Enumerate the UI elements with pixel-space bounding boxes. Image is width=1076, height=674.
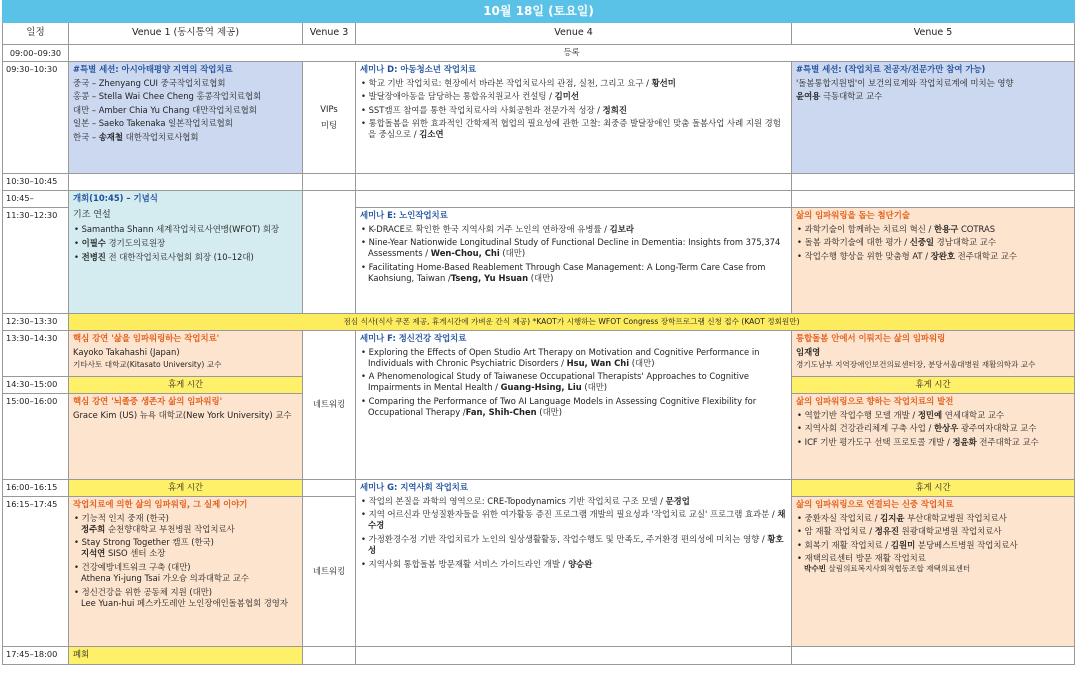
v5-empty-1045 [792, 191, 1075, 208]
v5-empty-1030 [792, 174, 1075, 191]
v4-g-item-2-speaker: 채수경 [368, 509, 786, 531]
v1-closing: 폐회 [69, 647, 303, 665]
v1-real-item-1-text: 기능적 인지 중재 (한국) [81, 512, 169, 523]
v5-dev-item-3: • ICF 기반 평가도구 선택 프로토콜 개발 / 정윤화 전주대학교 교수 [797, 436, 1039, 447]
v4-seminar-f [356, 331, 792, 480]
v5-dev-item-1-speaker: 정민예 [917, 409, 943, 420]
v5-tech-item-3-speaker: 장완호 [930, 250, 955, 261]
v1-special-korea-name: 송재철 [98, 131, 123, 142]
v5-integrated-care [792, 331, 1075, 377]
v1-break-1600: 휴게 시간 [69, 480, 303, 497]
v5-connect-item-4-sub [796, 564, 1070, 574]
v4-d-title: 세미나 D: 아동청소년 작업치료 [360, 64, 477, 74]
v5-tech-title: 삶의 임파워링을 돕는 첨단기술 [796, 210, 910, 220]
v1-real-item-2-sub [73, 548, 298, 559]
v4-f-item-3-text: Comparing the Performance of Two AI Language Models in Assessing Cognitive Flexibility for Occupational Therapy / [368, 395, 757, 418]
v1-real-item-1: • 기능적 인지 중재 (한국) [74, 512, 169, 523]
v5-integrated-org: 경기도남부 지역장애인보건의료센터장, 분당서울대병원 재활의학과 교수 [796, 360, 1036, 370]
v5-dev-item-3-text: ICF 기반 평가도구 선택 프로토콜 개발 / [804, 436, 953, 447]
v1-special-china: 중국 – Zhenyang CUI 중국작업치료협회 [73, 77, 226, 88]
v1-real-item-3: • 건강예방네트워크 구축 (대만) [74, 561, 191, 572]
v4-f-item-2-speaker: Guang-Hsing, Liu [500, 382, 582, 393]
v1-opening-item-3: • 전병진 전 대한작업치료사협회 회장 (10–12대) [74, 251, 254, 262]
v1-real-item-3-text: 건강예방네트워크 구축 (대만) [81, 561, 191, 572]
v4-d-item-3-text: SST캠프 참여를 통한 작업치료사의 사회공헌과 전문가적 성장 / [368, 104, 603, 115]
v5-dev-item-2: • 지역사회 건강관리체계 구축 사업 / 한상우 광주여자대학교 교수 [797, 423, 1037, 434]
v5-connect-item-3: • 회복기 재활 작업치료 / 김원미 분당베스트병원 작업치료사 [797, 539, 1018, 550]
v1-special-japan: 일본 – Saeko Takenaka 일본작업치료협회 [73, 118, 233, 129]
v4-g-item-4: • 지역사회 통합돌봄 방문재활 서비스 가이드라인 개발 / 양승완 [361, 558, 593, 569]
v5-dev-item-3-org: 전주대학교 교수 [976, 436, 1039, 447]
v1-real-item-1-sub [73, 524, 298, 535]
v5-special-session [792, 62, 1075, 174]
time-1600: 16:00–16:15 [3, 480, 69, 497]
v1-keynote-2-title: 핵심 강연 '뇌졸중 생존자 삶의 임파워링' [73, 396, 223, 406]
v1-real-item-2-org: SISO 센터 소장 [105, 548, 166, 559]
v5-connect-item-2-text: 암 재활 작업치료 / [804, 526, 875, 537]
time-1130: 11:30–12:30 [3, 208, 69, 314]
v1-opening-item-1-text: Samantha Shann 세계작업치료사연맹(WFOT) 회장 [81, 224, 280, 235]
v4-e-item-2-text: Nine-Year Nationwide Longitudinal Study of Functional Decline in Dementia: Insights from 375,374 Assessments / [368, 237, 781, 259]
v4-d-item-4-text: 통합돌봄을 위한 효과적인 간학제적 협업의 필요성에 관한 고찰: 최중증 발달장애인 맞춤 돌봄사업 사례 지원 경험을 중심으로 / [368, 118, 781, 140]
v5-empty-1745 [792, 647, 1075, 665]
v1-real-item-2-text: Stay Strong Together 캠프 (한국) [81, 537, 214, 548]
v4-e-item-2-speaker: Wen-Chou, Chi [430, 248, 500, 259]
v5-development-session [792, 394, 1075, 480]
v1-opening-item-3-name: 전병진 [81, 251, 106, 262]
v4-g-item-2-text: 지역 어르신과 만성질환자들을 위한 여가활동 증진 프로그램 개발의 필요성과 '작업치료 교실' 프로그램 효과분 / [368, 509, 778, 520]
v4-f-item-1-speaker: Hsu, Wan Chi [566, 357, 630, 368]
v4-f-item-3-country: (대만) [536, 407, 563, 418]
header-schedule: 일정 [3, 23, 69, 45]
time-1045: 10:45– [3, 191, 69, 208]
v5-tech-item-2-speaker: 신중일 [909, 237, 935, 248]
v1-real-title: 작업치료에 의한 삶의 임파워링, 그 실제 이야기 [73, 499, 248, 509]
v4-f-item-3: • Comparing the Performance of Two AI Language Models in Assessing Cognitive Flexibility for Occupational Therapy /Fan, Shih-Chen (대만) [361, 395, 757, 418]
v1-opening-ceremony [69, 191, 303, 314]
v1-real-item-4-sub: Lee Yuan-hui 페스카도레안 노인장애인돌봄협회 경영자 [81, 597, 288, 608]
v5-connect-item-3-speaker: 김원미 [890, 539, 916, 550]
v4-empty-1745 [356, 647, 792, 665]
v5-connect-item-4-text: 재택의료센터 방문 재활 작업치료 [804, 553, 926, 564]
v1-keynote-1-org: 기타사토 대학교(Kitasato University) 교수 [73, 360, 222, 370]
v5-dev-item-2-text: 지역사회 건강관리체계 구축 사업 / [804, 423, 935, 434]
v4-g-title: 세미나 G: 지역사회 작업치료 [360, 482, 468, 492]
v4-d-item-4: • 통합돌봄을 위한 효과적인 간학제적 협업의 필요성에 관한 고찰: 최중증 발달장애인 맞춤 돌봄사업 사례 지원 경험을 중심으로 / 김소연 [361, 118, 781, 140]
v4-f-item-2-text: A Phenomenological Study of Taiwanese Occupational Therapists' Approaches to Cognitive Impairments in Mental Health / [368, 371, 750, 393]
v4-d-item-2-speaker: 김미선 [554, 91, 579, 102]
v1-opening-item-2-name: 이필수 [81, 238, 106, 249]
v1-opening-item-1: • Samantha Shann 세계작업치료사연맹(WFOT) 회장 [74, 224, 280, 235]
v4-seminar-g [356, 480, 792, 647]
v5-special-speaker-org: 극동대학교 교수 [820, 91, 883, 102]
v4-g-item-4-speaker: 양승완 [568, 558, 593, 569]
v5-special-topic: '돌봄통합지원법'이 보건의료계와 작업치료계에 미치는 영향 [796, 77, 1014, 88]
time-1500: 15:00–16:00 [3, 394, 69, 480]
v5-dev-item-2-speaker: 한상우 [934, 423, 959, 434]
v1-opening-item-2: • 이필수 경기도의료원장 [74, 238, 166, 249]
schedule-table [2, 0, 1075, 665]
v5-break-1430: 휴게 시간 [792, 377, 1075, 394]
v1-real-item-2: • Stay Strong Together 캠프 (한국) [74, 537, 214, 548]
lunch-cell: 점심 식사(식사 쿠폰 제공, 휴게시간에 가벼운 간식 제공) *KAOT가 시행하는 WFOT Congress 장학프로그램 신청 접수 (KAOT 정회원만) [69, 314, 1075, 331]
v4-f-item-1-country: (대만) [629, 357, 655, 368]
v4-g-item-3-text: 가정환경수정 기반 작업치료가 노인의 일상생활활동, 작업수행도 및 만족도, 주거환경 편의성에 미치는 영향 / [368, 533, 768, 544]
v1-opening-item-2-org: 경기도의료원장 [105, 238, 166, 249]
v4-d-item-3-speaker: 정희진 [602, 104, 627, 115]
v3-empty-1045 [303, 191, 356, 314]
v4-f-item-2-country: (대만) [581, 382, 608, 393]
time-0900: 09:00–09:30 [3, 45, 69, 62]
time-1745: 17:45–18:00 [3, 647, 69, 665]
v1-break-1430: 휴게 시간 [69, 377, 303, 394]
v5-tech-item-2-org: 경남대학교 교수 [934, 237, 996, 248]
v1-special-title: #특별 세션: 아시아태평양 지역의 작업치료 [73, 64, 233, 74]
v5-connect-item-2-org: 원광대학교병원 작업치료사 [899, 526, 1002, 537]
time-0930: 09:30–10:30 [3, 62, 69, 174]
v1-empty-1030 [69, 174, 303, 191]
time-1615: 16:15–17:45 [3, 497, 69, 647]
v3-empty-1745 [303, 647, 356, 665]
v5-dev-title: 삶의 임파워링으로 향하는 작업치료의 발전 [796, 396, 954, 406]
header-venue4: Venue 4 [356, 23, 792, 45]
v4-d-item-2: • 발달장애아동을 담당하는 통합유치원교사 컨설팅 / 김미선 [361, 91, 579, 102]
v4-g-item-2: • 지역 어르신과 만성질환자들을 위한 여가활동 증진 프로그램 개발의 필요성과 '작업치료 교실' 프로그램 효과분 / 채수경 [361, 509, 786, 531]
v1-keynote-1 [69, 331, 303, 377]
v5-tech-item-2: • 돌봄 과학기술에 대한 평가 / 신중일 경남대학교 교수 [797, 237, 996, 248]
v5-dev-item-1-org: 연세대학교 교수 [942, 409, 1005, 420]
v5-connect-item-3-org: 분당베스트병원 작업치료사 [915, 539, 1018, 550]
v4-f-title: 세미나 F: 정신건강 작업치료 [360, 333, 467, 343]
v1-keynote-sub: 기조 연설 [73, 210, 111, 221]
v5-dev-item-3-speaker: 정윤화 [952, 436, 977, 447]
v4-e-item-2-country: (대만) [499, 248, 526, 259]
v1-opening-item-3-org: 전 대한작업치료사협회 회장 (10–12대) [105, 251, 254, 262]
v1-special-session [69, 62, 303, 174]
v5-tech-item-2-text: 돌봄 과학기술에 대한 평가 / [804, 237, 910, 248]
v5-special-speaker-line [796, 91, 1070, 102]
v4-g-item-1-speaker: 문경업 [665, 495, 690, 506]
v4-d-item-4-speaker: 김소연 [419, 129, 444, 140]
v1-real-item-1-org: 순천향대학교 부천병원 작업치료사 [105, 523, 235, 534]
v5-tech-session [792, 208, 1075, 314]
header-venue5: Venue 5 [792, 23, 1075, 45]
v5-tech-item-3-org: 전주대학교 교수 [954, 250, 1017, 261]
v5-tech-item-3-text: 작업수행 향상을 위한 맞춤형 AT / [804, 250, 931, 261]
v5-dev-item-1-text: 역할기반 작업수행 모델 개발 / [804, 409, 918, 420]
v5-connect-title: 삶의 임파워링으로 연결되는 신중 작업치료 [796, 499, 954, 509]
header-venue3: Venue 3 [303, 23, 356, 45]
v4-f-item-2: • A Phenomenological Study of Taiwanese Occupational Therapists' Approaches to Cognitive Impairments in Mental Health / Guang-Hsing, Liu (대만) [361, 371, 750, 393]
v5-connect-item-1-speaker: 김지윤 [880, 512, 905, 523]
v5-tech-item-1-text: 과학기술이 함께하는 치료의 혁신 / [804, 223, 935, 234]
v5-dev-item-2-org: 광주여자대학교 교수 [958, 423, 1037, 434]
v5-tech-item-1: • 과학기술이 함께하는 치료의 혁신 / 한용구 COTRAS [797, 223, 996, 234]
v4-e-item-1-speaker: 김보라 [609, 223, 634, 234]
v4-e-item-3-text: Facilitating Home-Based Reablement Through Case Management: A Long-Term Care Case from Kaohsiung, Taiwan / [368, 261, 766, 283]
v5-connect-item-4-speaker: 박수빈 [804, 564, 827, 574]
v3-networking-1: 네트워킹 [303, 331, 356, 480]
v4-g-item-1: • 작업의 본질을 과학의 영역으로: CRE-Topodynamics 기반 작업치료 구조 모델 / 문경업 [361, 495, 690, 506]
v5-tech-item-1-org: COTRAS [958, 223, 996, 234]
time-1430: 14:30–15:00 [3, 377, 69, 394]
v4-e-item-1-text: K-DRACE로 확인한 한국 지역사회 거주 노인의 연하장애 유병률 / [368, 223, 610, 234]
v5-connect-item-1-text: 중환자실 작업치료 / [804, 512, 881, 523]
v4-g-item-1-text: 작업의 본질을 과학의 영역으로: CRE-Topodynamics 기반 작업치료 구조 모델 / [368, 495, 666, 506]
v4-d-item-1-text: 학교 기반 작업치료: 현장에서 바라본 작업치료사의 관점, 실천, 그리고 요구 / [368, 77, 652, 88]
v1-special-hongkong: 홍콩 – Stella Wai Chee Cheng 홍콩작업치료협회 [73, 91, 262, 102]
v5-connect-item-4-org: 살림의료복지사회적협동조합 재택의료센터 [826, 564, 971, 574]
v5-integrated-title: 통합돌봄 안에서 이뤄지는 삶의 임파워링 [796, 333, 946, 343]
v5-connect-item-4: • 재택의료센터 방문 재활 작업치료 [797, 553, 926, 564]
v4-d-item-2-text: 발달장애아동을 담당하는 통합유치원교사 컨설팅 / [368, 91, 555, 102]
v5-tech-item-3: • 작업수행 향상을 위한 맞춤형 AT / 장완호 전주대학교 교수 [797, 250, 1017, 261]
v4-seminar-d [356, 62, 792, 174]
v1-keynote-1-title: 핵심 강연 '삶을 임파워링하는 작업치료' [73, 333, 220, 343]
v1-keynote-1-speaker: Kayoko Takahashi (Japan) [73, 346, 180, 357]
v4-e-title: 세미나 E: 노인작업치료 [360, 210, 448, 220]
v3-vip-meeting [303, 62, 356, 174]
v5-break-1600: 휴게 시간 [792, 480, 1075, 497]
v4-d-item-3: • SST캠프 참여를 통한 작업치료사의 사회공헌과 전문가적 성장 / 정희진 [361, 104, 627, 115]
v4-seminar-e [356, 208, 792, 314]
v5-connect-item-2-speaker: 정유진 [874, 526, 899, 537]
v5-special-title: #특별 세션: (작업치료 전공자/전문가만 참여 가능) [796, 64, 986, 74]
v4-e-item-3: • Facilitating Home-Based Reablement Through Case Management: A Long-Term Care Case from Kaohsiung, Taiwan /Tseng, Yu Hsuan (대만) [361, 261, 766, 283]
v5-integrated-speaker: 임재영 [796, 346, 821, 357]
v5-special-speaker: 윤여용 [796, 91, 821, 102]
v4-e-item-3-country: (대만) [528, 272, 554, 283]
v1-special-korea [73, 132, 298, 143]
v4-g-item-3: • 가정환경수정 기반 작업치료가 노인의 일상생활활동, 작업수행도 및 만족도, 주거환경 편의성에 미치는 영향 / 황호성 [361, 533, 784, 555]
date-title: 10월 18일 (토요일) [3, 1, 1075, 23]
v1-real-item-1-speaker: 정주희 [81, 523, 106, 534]
v3-networking-2: 네트워킹 [303, 497, 356, 647]
v4-d-item-1-speaker: 황선미 [651, 77, 676, 88]
v1-real-stories [69, 497, 303, 647]
v3-meeting-label: 미팅 [320, 119, 338, 130]
v4-empty-1030 [356, 174, 792, 191]
v4-e-item-3-speaker: Tseng, Yu Hsuan [450, 272, 529, 283]
v1-special-taiwan: 대만 – Amber Chia Yu Chang 대만작업치료협회 [73, 104, 257, 115]
header-venue1: Venue 1 (동시통역 제공) [69, 23, 303, 45]
v5-connect-item-1-org: 부산대학교병원 작업치료사 [904, 512, 1007, 523]
v5-connect-session [792, 497, 1075, 647]
v4-g-item-3-speaker: 황호성 [368, 533, 784, 555]
time-1230: 12:30–13:30 [3, 314, 69, 331]
v4-d-item-1: • 학교 기반 작업치료: 현장에서 바라본 작업치료사의 관점, 실천, 그리고 요구 / 황선미 [361, 77, 676, 88]
v5-tech-item-1-speaker: 한용구 [934, 223, 959, 234]
v1-real-item-3-sub: Athena Yi-jung Tsai 가오슝 의과대학교 교수 [81, 573, 249, 584]
v4-f-item-3-speaker: Fan, Shih-Chen [465, 407, 537, 418]
v1-real-item-4-text: 정신건강을 위한 공동체 지원 (대만) [81, 586, 213, 597]
v3-empty-1600 [303, 480, 356, 497]
v1-real-item-4: • 정신건강을 위한 공동체 지원 (대만) [74, 586, 213, 597]
v4-g-item-4-text: 지역사회 통합돌봄 방문재활 서비스 가이드라인 개발 / [368, 558, 569, 569]
v3-vip-label: VIPs [320, 104, 338, 115]
v5-connect-item-3-text: 회복기 재활 작업치료 / [804, 539, 891, 550]
v1-special-korea-org: 대한작업치료사협회 [122, 131, 199, 142]
v1-special-korea-prefix: 한국 – [73, 131, 99, 142]
v1-keynote-2 [69, 394, 303, 480]
v4-e-item-2: • Nine-Year Nationwide Longitudinal Study of Functional Decline in Dementia: Insights from 375,374 Assessments / Wen-Chou, Chi (대만) [361, 237, 781, 259]
v4-f-item-1: • Exploring the Effects of Open Studio Art Therapy on Motivation and Cognitive Performance in Individuals with Chronic Psychiatric Disorders / Hsu, Wan Chi (대만) [361, 346, 760, 368]
v1-real-item-2-speaker: 지석연 [81, 548, 106, 559]
v5-connect-item-1: • 중환자실 작업치료 / 김지윤 부산대학교병원 작업치료사 [797, 512, 1007, 523]
time-1330: 13:30–14:30 [3, 331, 69, 377]
v1-keynote-2-speaker: Grace Kim (US) 뉴욕 대학교(New York University) 교수 [73, 409, 292, 420]
v3-empty-1030 [303, 174, 356, 191]
v5-connect-item-2: • 암 재활 작업치료 / 정유진 원광대학교병원 작업치료사 [797, 526, 1002, 537]
time-1030: 10:30–10:45 [3, 174, 69, 191]
registration-cell: 등록 [69, 45, 1075, 62]
v5-dev-item-1: • 역할기반 작업수행 모델 개발 / 정민예 연세대학교 교수 [797, 409, 1005, 420]
v4-empty-1045 [356, 191, 792, 208]
v4-e-item-1: • K-DRACE로 확인한 한국 지역사회 거주 노인의 연하장애 유병률 / 김보라 [361, 223, 634, 234]
v4-f-item-1-text: Exploring the Effects of Open Studio Art Therapy on Motivation and Cognitive Performance in Individuals with Chronic Psychiatric Disorders / [368, 346, 760, 368]
v1-opening-title: 개회(10:45) – 기념식 [73, 193, 158, 203]
